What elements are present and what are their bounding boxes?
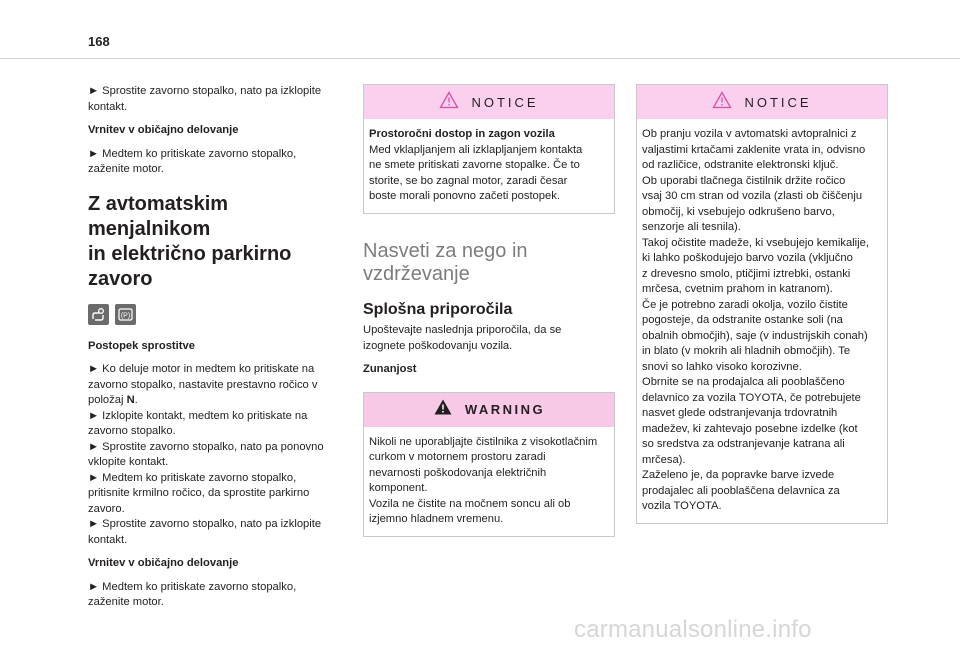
text-line: Obrnite se na prodajalca ali pooblaščeno [642,376,845,388]
text-line: nevarnosti poškodovanja električnih [369,466,547,479]
text-line: izognete poškodovanju vozila. [363,339,513,352]
text-line: delavnico za vozila TOYOTA, če potrebujete [642,391,861,404]
text-line: prodajalec ali pooblaščena delavnica za [642,484,840,497]
return-2-text [88,580,340,611]
heading-procedure: Postopek sprostitve [88,339,195,352]
text-line: ► Sprostite zavorno stopalko, nato pa ponovno [88,440,324,453]
gear-lever-hand-icon [88,304,109,325]
text-line: zaženite motor. [88,163,164,175]
warning-box [363,392,615,537]
notice-bold-line: Prostoročni dostop in zagon vozila [369,128,555,140]
warning-triangle-icon [439,91,459,114]
text-line: zaženite motor. [88,596,164,608]
notice-title: NOTICE [471,94,539,110]
text-line: ► Ko deluje motor in medtem ko pritiskate na [88,363,315,375]
notice-title: NOTICE [744,94,812,110]
warning-title: WARNING [464,402,546,417]
notice-body [637,119,887,523]
text-line: komponent. [369,482,428,494]
text-line: Nikoli ne uporabljajte čistilnika z visokotlačnim [369,435,598,448]
column-3 [636,84,888,524]
text-line: ► Medtem ko pritiskate zavorno stopalko, [88,147,297,160]
text-line: pritisnite krmilno ročico, da sprostite parkirno [88,487,310,499]
watermark: carmanualsonline.info [574,616,812,643]
procedure-text [88,362,340,548]
parking-label: (P) [120,312,131,319]
notice-text [642,127,881,515]
column-2 [363,84,615,537]
warning-text [369,435,608,528]
text-line: od različice, odstranite elektronski ključ. [642,159,839,171]
text-line: ne smete pritiskati zavorne stopalke. Če to [369,159,580,171]
column-1 [88,84,340,611]
notice-text [369,143,608,205]
heading-exterior: Zunanjost [363,363,417,375]
text-line: z drevesno smolo, ptičjimi iztrebki, ostanki [642,267,851,280]
page-number: 168 [88,34,110,49]
heading-line: Nasveti za nego in [363,239,528,262]
intro-text [88,84,340,115]
text-line: obalnih območjih), saje (v industrijskih conah) [642,329,868,342]
heading-line: Z avtomatskim menjalnikom [88,192,229,240]
text-line: zavorno stopalko. [88,425,176,437]
text-line: Vozila ne čistite na močnem soncu ali ob [369,497,571,510]
text-line: vklopite kontakt. [88,456,169,468]
text-line: so sredstva za odstranjevanje katrana ali [642,438,845,450]
heading-return-2: Vrnitev v običajno delovanje [88,557,239,569]
notice-box [363,84,615,214]
gear-position-n: N [126,394,135,406]
text-line: Ob uporabi tlačnega čistilnik držite ročico [642,174,846,187]
text-line: ► Izklopite kontakt, medtem ko pritiskate na [88,409,308,422]
heading-line: in električno parkirno [88,242,292,265]
text-line: Takoj očistite madeže, ki vsebujejo kemikalije, [642,236,869,249]
text-line: madežev, ki zahtevajo posebne izdelke (kot [642,422,858,435]
warning-triangle-icon [712,91,732,114]
heading-line: vzdrževanje [363,262,470,285]
text-line: ► Sprostite zavorno stopalko, nato pa izklopite [88,518,322,530]
text-fragment: . [134,394,138,406]
text-line [88,393,340,409]
text-line: kontakt. [88,533,128,546]
text-line: in blato (v mokrih ali hladnih območjih). Te [642,345,851,357]
text-line: snovi so lahko visoko korozivne. [642,360,802,373]
text-line: Upoštevajte naslednja priporočila, da se [363,324,562,336]
text-line: zavorno stopalko, nastavite prestavno ročico v [88,378,318,391]
text-line: ki lahko poškodujejo barvo vozila (vključno [642,252,853,264]
text-line: območij, ki vsebujejo odkrušeno barvo, [642,205,835,218]
text-line: Ob pranju vozila v avtomatski avtopralnici z [642,128,857,140]
text-line: Če je potrebno zaradi okolja, vozilo čistite [642,298,848,311]
text-line: ► Sprostite zavorno stopalko, nato pa izklopite [88,85,322,97]
notice-header [364,85,614,119]
text-line: vsaj 30 cm stran od vozila (zlasti ob čiščenju [642,190,863,202]
text-line: zavoro. [88,502,125,515]
heading-line: zavoro [88,267,153,290]
text-line: senzorje ali tesnila). [642,221,741,233]
text-line: ► Medtem ko pritiskate zavorno stopalko, [88,580,297,593]
header-rule [0,58,960,59]
text-line: izjemno hladnem vremenu. [369,513,504,525]
text-line: vozila TOYOTA. [642,500,722,512]
text-line: kontakt. [88,100,128,113]
text-line: mrčesa). [642,453,686,466]
warning-body [364,427,614,536]
text-line: ► Medtem ko pritiskate zavorno stopalko, [88,471,297,484]
heading-return-1: Vrnitev v običajno delovanje [88,124,239,136]
text-line: valjastimi krtačami zaklenite vrata in, odvisno [642,143,866,156]
text-line: Zaželeno je, da popravke barve izvede [642,469,835,481]
warning-header [364,393,614,427]
text-fragment: položaj [88,394,127,406]
text-line: Med vklapljanjem ali izklapljanjem kontakta [369,143,583,156]
text-line: mrčesa, cvetnim prahom in katranom). [642,283,833,295]
notice-box-maintenance [636,84,888,524]
text-line: nasvet glede odstranjevanja trdovratnih [642,407,838,419]
notice-body [364,119,614,213]
notice-header [637,85,887,119]
text-line: curkom v motornem prostoru zaradi [369,451,546,463]
section-heading [363,240,615,286]
text-line: storite, se bo zagnal motor, zaradi česar [369,174,568,187]
sub-heading: Splošna priporočila [363,300,513,318]
return-1-text [88,147,340,178]
general-text [363,323,615,354]
warning-filled-triangle-icon [433,398,453,421]
text-line: boste morali ponovno začeti postopek. [369,190,560,202]
text-line: pogosteje, da odstranite ostanke soli (na [642,314,843,326]
main-heading [88,192,340,292]
parking-brake-icon [115,304,136,325]
icons-row [88,304,340,325]
